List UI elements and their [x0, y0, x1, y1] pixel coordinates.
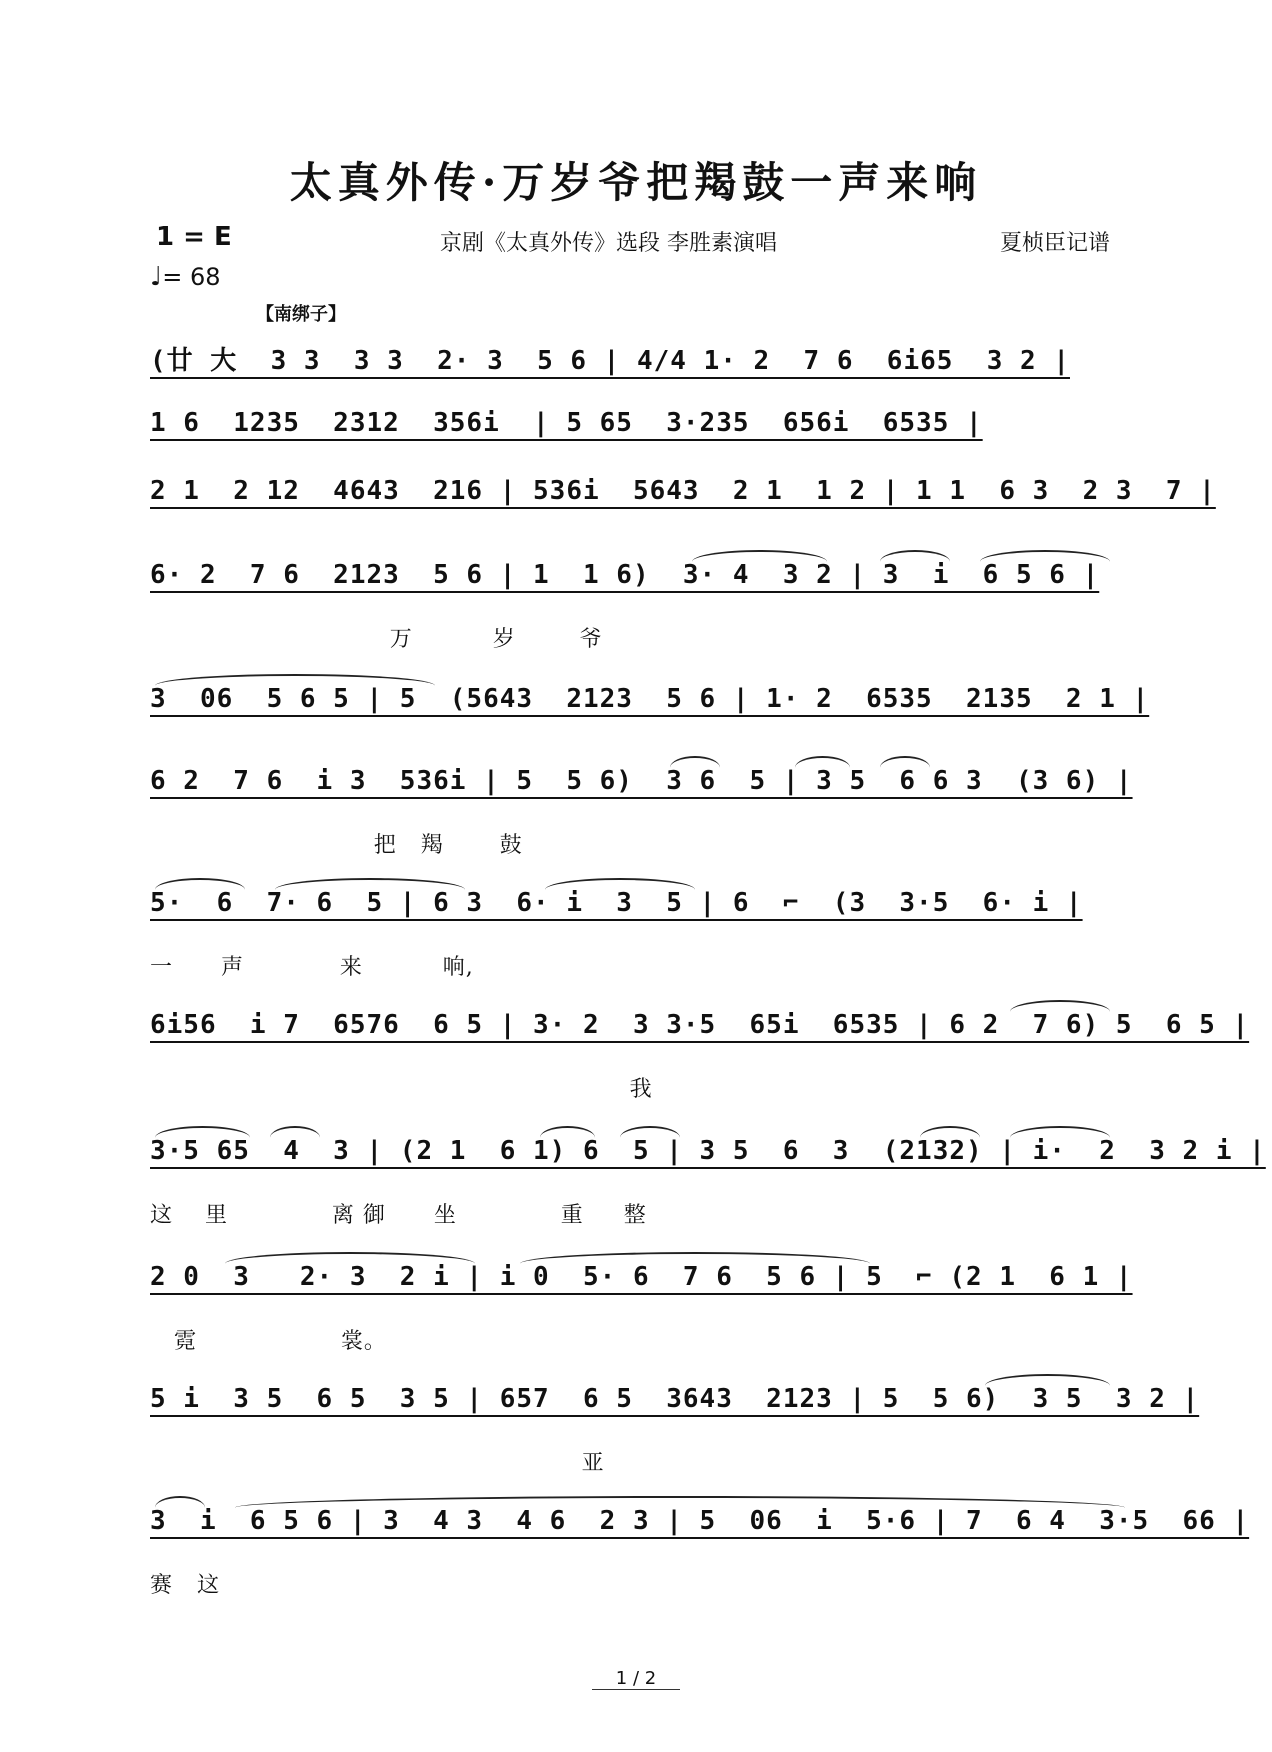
- score-line-8: [150, 1010, 1250, 1120]
- notation-line: 3·5 65 4 3 | (2 1 6 1) 6 5 | 3 5 6 3 (2132) | i· 2 3 2 i |: [150, 1136, 1266, 1166]
- notation-line: 6i56 i 7 6576 6 5 | 3· 2 3 3·5 65i 6535 | 6 2 7 6) 5 6 5 |: [150, 1010, 1250, 1040]
- notation-line: 5 i 3 5 6 5 3 5 | 657 6 5 3643 2123 | 5 5 6) 3 5 3 2 |: [150, 1384, 1200, 1414]
- score-line-12: [150, 1506, 1250, 1616]
- transcriber-credit: 夏桢臣记谱: [1000, 231, 1111, 256]
- quarter-note-icon: ♩: [150, 262, 163, 292]
- key-signature: 1 = E: [156, 222, 232, 252]
- score-line-9: [150, 1136, 1266, 1246]
- score-line-10: [150, 1262, 1133, 1372]
- score-line-11: [150, 1384, 1200, 1494]
- notation-line: 6 2 7 6 i 3 536i | 5 5 6) 3 6 5 | 3 5 6 6 3 (3 6) |: [150, 766, 1133, 796]
- lyric-line: 一 声 来 响,: [150, 955, 474, 980]
- tempo-value: = 68: [162, 263, 221, 291]
- notation-line: 6· 2 7 6 2123 5 6 | 1 1 6) 3· 4 3 2 | 3 i 6 5 6 |: [150, 560, 1100, 590]
- tempo-marking: [150, 262, 221, 292]
- lyric-line: 霓 裳。: [150, 1329, 387, 1354]
- notation-line: 3 06 5 6 5 | 5 (5643 2123 5 6 | 1· 2 6535 2135 2 1 |: [150, 684, 1150, 714]
- score-line-6: [150, 766, 1133, 876]
- lyric-line: 万 岁 爷: [150, 627, 603, 652]
- page-number: [0, 1668, 1272, 1689]
- section-label: 【南绑子】: [256, 304, 346, 325]
- subtitle: 京剧《太真外传》选段 李胜素演唱: [440, 231, 777, 256]
- page-number-text: 1 / 2: [592, 1668, 680, 1690]
- notation-line: (廿 大 3 3 3 3 2· 3 5 6 | 4/4 1· 2 7 6 6i65 3 2 |: [150, 346, 1070, 376]
- lyric-line: 亚: [150, 1451, 605, 1476]
- score-line-7: [150, 888, 1130, 998]
- lyric-line: 我: [150, 1077, 653, 1102]
- notation-line: 1 6 1235 2312 356i | 5 65 3·235 656i 6535 |: [150, 408, 983, 438]
- notation-line: 2 0 3 2· 3 2 i | i 0 5· 6 7 6 5 6 | 5 ⌐ (2 1 6 1 |: [150, 1262, 1133, 1292]
- notation-line: 5· 6 7· 6 5 | 6 3 6· i 3 5 | 6 ⌐ (3 3·5 6· i |: [150, 888, 1083, 918]
- lyric-line: 赛 这: [150, 1573, 220, 1598]
- lyric-line: 把 羯 鼓: [150, 833, 523, 858]
- lyric-line: 这 里 离 御 坐 重 整: [150, 1203, 647, 1228]
- notation-line: 2 1 2 12 4643 216 | 536i 5643 2 1 1 2 | 1 1 6 3 2 3 7 |: [150, 476, 1216, 506]
- page-title: 太真外传·万岁爷把羯鼓一声来响: [289, 158, 983, 207]
- score-line-4: [150, 560, 1130, 670]
- notation-line: 3 i 6 5 6 | 3 4 3 4 6 2 3 | 5 06 i 5·6 | 7 6 4 3·5 66 |: [150, 1506, 1250, 1536]
